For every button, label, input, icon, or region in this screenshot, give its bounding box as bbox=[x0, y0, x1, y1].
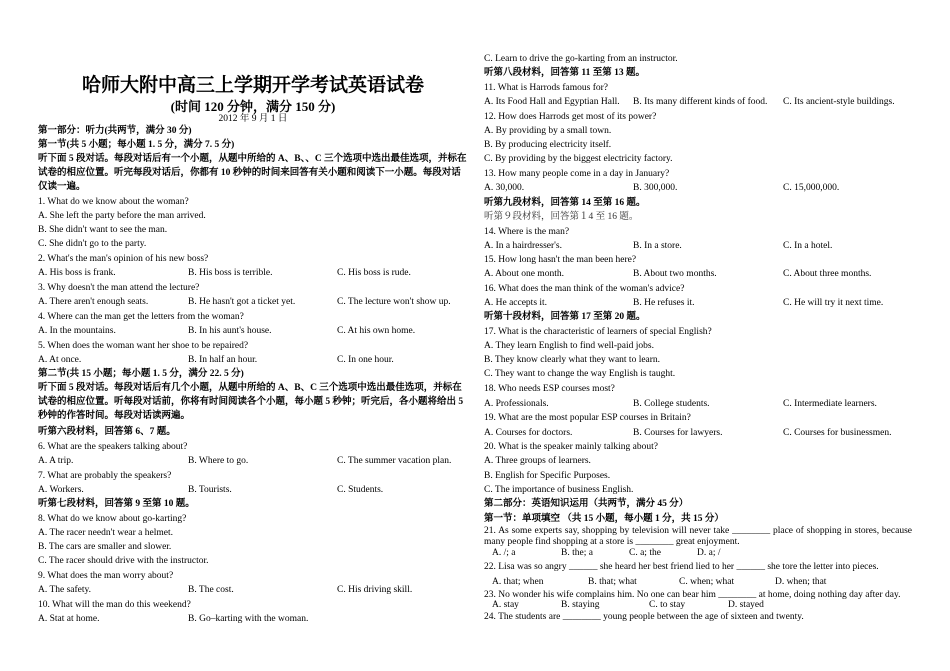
part2-heading: 第二部分：英语知识运用（共两节，满分 45 分） bbox=[484, 499, 689, 509]
q20-option-a: A. Three groups of learners. bbox=[484, 456, 591, 466]
part2-section1-heading: 第一节：单项填空 （共 15 小题，每小题 1 分，共 15 分） bbox=[484, 514, 724, 524]
exam-time-info: (时间 120 分钟，满分 150 分) bbox=[170, 99, 336, 114]
question-18: 18. Who needs ESP courses most? bbox=[484, 384, 615, 394]
q13-option-b: B. 300,000. bbox=[633, 183, 678, 193]
q22-option-d: D. when; that bbox=[775, 577, 827, 587]
q20-option-c: C. The importance of business English. bbox=[484, 485, 634, 495]
q11-option-c: C. Its ancient-style buildings. bbox=[783, 97, 895, 107]
question-16: 16. What does the man think of the woman's advice? bbox=[484, 284, 685, 294]
q23-option-c: C. to stay bbox=[649, 600, 686, 610]
q17-option-a: A. They learn English to find well-paid jobs. bbox=[484, 341, 655, 351]
q22-option-a: A. that; when bbox=[492, 577, 544, 587]
q10-option-c: C. Learn to drive the go-karting from an instructor. bbox=[484, 54, 678, 64]
question-3: 3. Why doesn't the man attend the lecture? bbox=[38, 283, 200, 293]
question-9: 9. What does the man worry about? bbox=[38, 571, 174, 581]
question-4: 4. Where can the man get the letters from the woman? bbox=[38, 312, 244, 322]
question-14: 14. Where is the man? bbox=[484, 227, 570, 237]
q7-option-a: A. Workers. bbox=[38, 485, 84, 495]
q23-option-d: D. stayed bbox=[728, 600, 764, 610]
q12-option-b: B. By producing electricity itself. bbox=[484, 140, 612, 150]
question-11: 11. What is Harrods famous for? bbox=[484, 83, 608, 93]
material10-heading: 听第十段材料，回答第 17 至第 20 题。 bbox=[484, 312, 646, 322]
q14-option-b: B. In a store. bbox=[633, 241, 682, 251]
q2-option-b: B. His boss is terrible. bbox=[188, 268, 273, 278]
material7-heading: 听第七段材料，回答第 9 至第 10 题。 bbox=[38, 499, 195, 509]
q22-option-b: B. that; what bbox=[588, 577, 637, 587]
q9-option-c: C. His driving skill. bbox=[337, 585, 413, 595]
q16-option-a: A. He accepts it. bbox=[484, 298, 548, 308]
q15-option-b: B. About two months. bbox=[633, 269, 717, 279]
q18-option-a: A. Professionals. bbox=[484, 399, 549, 409]
q17-option-b: B. They know clearly what they want to learn. bbox=[484, 355, 661, 365]
q21-option-a: A. /; a bbox=[492, 548, 516, 558]
q19-option-c: C. Courses for businessmen. bbox=[783, 428, 892, 438]
q5-option-a: A. At once. bbox=[38, 355, 82, 365]
q21-option-d: D. a; / bbox=[697, 548, 721, 558]
section1-instructions: 听下面 5 段对话。每段对话后有一个小题，从题中所给的 A、B、、C 三个选项中选出最佳选项，并标在试卷的相应位置。听完每段对话后，你都有 10 秒钟的时间来回答有关小题和阅读下一小题。每段对话仅读一遍。 bbox=[38, 154, 467, 192]
question-7: 7. What are probably the speakers? bbox=[38, 471, 172, 481]
section2-heading: 第二节(共 15 小题；每小题 1. 5 分，满分 22. 5 分) bbox=[38, 369, 244, 379]
material9-note: 听第９段材料，回答第１4 至 16 题。 bbox=[484, 212, 639, 222]
page-title: 哈师大附中高三上学期开学考试英语试卷 bbox=[81, 75, 424, 96]
q5-option-b: B. In half an hour. bbox=[188, 355, 258, 365]
question-6: 6. What are the speakers talking about? bbox=[38, 442, 188, 452]
part1-heading: 第一部分：听力(共两节，满分 30 分) bbox=[38, 126, 192, 136]
q5-option-c: C. In one hour. bbox=[337, 355, 394, 365]
exam-date: 2012 年 9 月 1 日 bbox=[218, 114, 288, 124]
question-19: 19. What are the most popular ESP courses in Britain? bbox=[484, 413, 691, 423]
q11-option-a: A. Its Food Hall and Egyptian Hall. bbox=[484, 97, 620, 107]
question-20: 20. What is the speaker mainly talking about? bbox=[484, 442, 658, 452]
q2-option-a: A. His boss is frank. bbox=[38, 268, 116, 278]
q4-option-a: A. In the mountains. bbox=[38, 326, 116, 336]
q16-option-b: B. He refuses it. bbox=[633, 298, 695, 308]
q11-option-b: B. Its many different kinds of food. bbox=[633, 97, 768, 107]
q19-option-b: B. Courses for lawyers. bbox=[633, 428, 723, 438]
q4-option-b: B. In his aunt's house. bbox=[188, 326, 272, 336]
q17-option-c: C. They want to change the way English is taught. bbox=[484, 369, 676, 379]
q3-option-a: A. There aren't enough seats. bbox=[38, 297, 149, 307]
q1-option-a: A. She left the party before the man arrived. bbox=[38, 211, 206, 221]
material6-heading: 听第六段材料，回答第 6、7 题。 bbox=[38, 427, 176, 437]
question-24: 24. The students are ________ young people between the age of sixteen and twenty. bbox=[484, 612, 804, 622]
q7-option-c: C. Students. bbox=[337, 485, 384, 495]
q21-option-c: C. a; the bbox=[629, 548, 661, 558]
q6-option-b: B. Where to go. bbox=[188, 456, 249, 466]
q10-option-a: A. Stat at home. bbox=[38, 614, 100, 624]
q1-option-c: C. She didn't go to the party. bbox=[38, 239, 147, 249]
section2-instructions: 听下面 5 段对话。每段对话后有几个小题，从题中所给的 A、B、C 三个选项中选出最佳选项，并标在试卷的相应位置。听每段对话前，你将有时间阅读各个小题，每小题 5 秒钟；听完后，各小题将给出 5 秒钟的作答时间。每段对话读两遍。 bbox=[38, 383, 464, 421]
question-2: 2. What's the man's opinion of his new boss? bbox=[38, 254, 209, 264]
q21-option-b: B. the; a bbox=[561, 548, 593, 558]
section1-heading: 第一节(共 5 小题；每小题 1. 5 分，满分 7. 5 分) bbox=[38, 140, 235, 150]
q3-option-b: B. He hasn't got a ticket yet. bbox=[188, 297, 296, 307]
q7-option-b: B. Tourists. bbox=[188, 485, 232, 495]
question-12: 12. How does Harrods get most of its power? bbox=[484, 112, 657, 122]
question-13: 13. How many people come in a day in January? bbox=[484, 169, 670, 179]
q3-option-c: C. The lecture won't show up. bbox=[337, 297, 451, 307]
q14-option-c: C. In a hotel. bbox=[783, 241, 833, 251]
q13-option-c: C. 15,000,000. bbox=[783, 183, 840, 193]
q16-option-c: C. He will try it next time. bbox=[783, 298, 884, 308]
q2-option-c: C. His boss is rude. bbox=[337, 268, 411, 278]
q15-option-a: A. About one month. bbox=[484, 269, 564, 279]
q23-option-a: A. stay bbox=[492, 600, 519, 610]
q19-option-a: A. Courses for doctors. bbox=[484, 428, 573, 438]
question-1: 1. What do we know about the woman? bbox=[38, 197, 189, 207]
q20-option-b: B. English for Specific Purposes. bbox=[484, 471, 611, 481]
q12-option-a: A. By providing by a small town. bbox=[484, 126, 612, 136]
q18-option-c: C. Intermediate learners. bbox=[783, 399, 877, 409]
q10-option-b: B. Go–karting with the woman. bbox=[188, 614, 309, 624]
q8-option-a: A. The racer needn't wear a helmet. bbox=[38, 528, 173, 538]
q6-option-c: C. The summer vacation plan. bbox=[337, 456, 452, 466]
q22-option-c: C. when; what bbox=[679, 577, 735, 587]
q9-option-b: B. The cost. bbox=[188, 585, 234, 595]
q8-option-b: B. The cars are smaller and slower. bbox=[38, 542, 172, 552]
q8-option-c: C. The racer should drive with the instructor. bbox=[38, 556, 209, 566]
question-8: 8. What do we know about go-karting? bbox=[38, 514, 187, 524]
q18-option-b: B. College students. bbox=[633, 399, 710, 409]
question-22: 22. Lisa was so angry ______ she heard her best friend lied to her ______ she tore the letter into pieces. bbox=[484, 562, 879, 572]
material9-heading: 听第九段材料，回答第 14 至第 16 题。 bbox=[484, 198, 646, 208]
q23-option-b: B. staying bbox=[561, 600, 600, 610]
question-15: 15. How long hasn't the man been here? bbox=[484, 255, 637, 265]
q13-option-a: A. 30,000. bbox=[484, 183, 525, 193]
question-5: 5. When does the woman want her shoe to be repaired? bbox=[38, 341, 249, 351]
q4-option-c: C. At his own home. bbox=[337, 326, 416, 336]
question-21: 21. As some experts say, shopping by television will never take ________ place of shopping in stores, because many people find shopping at a store is ________ great enjoyment. bbox=[484, 526, 912, 547]
q1-option-b: B. She didn't want to see the man. bbox=[38, 225, 168, 235]
question-17: 17. What is the characteristic of learners of special English? bbox=[484, 327, 712, 337]
q6-option-a: A. A trip. bbox=[38, 456, 74, 466]
q14-option-a: A. In a hairdresser's. bbox=[484, 241, 562, 251]
q9-option-a: A. The safety. bbox=[38, 585, 92, 595]
q12-option-c: C. By providing by the biggest electricity factory. bbox=[484, 154, 673, 164]
q15-option-c: C. About three months. bbox=[783, 269, 872, 279]
question-10: 10. What will the man do this weekend? bbox=[38, 600, 191, 610]
material8-heading: 听第八段材料，回答第 11 至第 13 题。 bbox=[484, 68, 645, 78]
question-23: 23. No wonder his wife complains him. No one can bear him ________ at home, doing nothing day after day. bbox=[484, 590, 901, 600]
